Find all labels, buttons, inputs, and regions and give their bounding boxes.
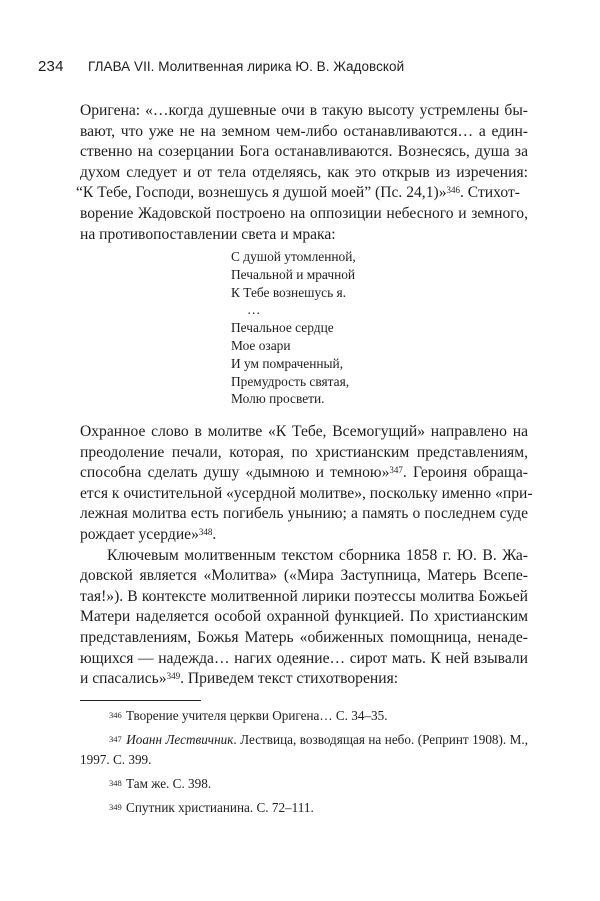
text-line: представлениям, Божья Матерь «обиженных помощница, ненаде- [80, 628, 528, 646]
footnote-text: . Лествица, возводящая на небо. (Репринт 1908). М., [233, 732, 528, 747]
text-line: ственно на созерцании Бога останавливаются. Вознесясь, душа за [80, 143, 528, 161]
text-line [80, 669, 528, 690]
footnote-347 [80, 730, 528, 750]
text-line: ющихся — надежда… нагих одеяние… сирот мать. К ней взывали [80, 649, 528, 667]
footnote-text: Творение учителя церкви Оригена… С. 34–35. [126, 708, 388, 723]
poem-line: К Тебе вознешусь я. [231, 284, 347, 300]
poem-line: Премудрость святая, [231, 373, 350, 389]
footnote-text: Спутник христианина. С. 72–111. [126, 800, 314, 815]
footnote-separator [80, 700, 201, 701]
footnote-number: 348 [109, 778, 122, 788]
poem-line: Печальное сердце [231, 320, 334, 336]
poem-excerpt [231, 248, 356, 408]
text-segment: способна сделать душу «дымною и темною» [80, 464, 390, 482]
poem-line: И ум помраченный, [231, 355, 344, 371]
page-number: 234 [38, 58, 64, 75]
footnote-ref-349[interactable]: 349 [166, 671, 181, 682]
text-segment: рождает усердие» [80, 525, 199, 543]
footnote-text: Там же. С. 398. [126, 776, 212, 791]
text-segment: . Приведем текст стихотворения: [180, 670, 399, 688]
paragraph-block [80, 422, 533, 690]
text-line: лежная молитва есть погибель унынию; а память о последнем суде [80, 505, 528, 523]
footnote-349 [80, 798, 528, 818]
text-line: Охранное слово в молитве «К Тебе, Всемогущий» направлено на [80, 423, 528, 440]
text-line: вают, что уже не на земном чем-либо останавливаются… а един- [80, 122, 528, 140]
poem-line: Мое озари [231, 337, 291, 353]
text-segment: . Стихот- [460, 184, 520, 202]
text-segment: и спасались» [80, 670, 167, 688]
text-line: тая!»). В контексте молитвенной лирики поэтессы молитва Божьей [80, 587, 528, 605]
text-line: Матери наделяется особой охранной функцией. По христианским [80, 608, 528, 626]
running-head: ГЛАВА VII. Молитвенная лирика Ю. В. Жадовской [88, 59, 405, 74]
text-line: на противопоставлении света и мрака: [80, 225, 336, 243]
footnote-ref-348[interactable]: 348 [198, 526, 213, 537]
text-line: духом следует и от тела отделяясь, как это открыв из изречения: [80, 163, 528, 181]
poem-line: Печальной и мрачной [231, 266, 356, 282]
footnote-number: 346 [109, 710, 122, 720]
text-line: преодоление печали, которая, по христианским представлениям, [80, 443, 528, 461]
text-segment: . Героиня обраща- [402, 464, 528, 482]
footnote-ref-347[interactable]: 347 [389, 465, 403, 476]
text-line [80, 463, 528, 484]
text-line: ется к очистительной «усердной молитве», поскольку именно «при- [80, 484, 533, 502]
text-segment: . [212, 525, 217, 543]
text-line: Ключевым молитвенным текстом сборника 1858 г. Ю. В. Жа- [107, 546, 528, 564]
text-line: ворение Жадовской построено на оппозиции небесного и земного, [80, 204, 528, 222]
poem-line: С душой утомленной, [231, 249, 356, 264]
footnote-number: 347 [109, 734, 122, 744]
text-line: Оригена: «…когда душевные очи в такую высоту устремлены бы- [80, 102, 528, 119]
footnote-347-continued: 1997. С. 399. [80, 752, 152, 767]
footnote-author: Иоанн Лествичник [126, 732, 234, 747]
footnote-348 [80, 774, 528, 794]
paragraph-origen-quote [76, 101, 528, 245]
footnote-number: 349 [109, 802, 122, 812]
poem-ellipsis: … [247, 302, 261, 318]
footnotes [80, 706, 528, 818]
text-line: довской является «Молитва» («Мира Заступница, Матерь Всепе- [80, 567, 528, 585]
text-line [80, 525, 528, 546]
footnote-ref-346[interactable]: 346 [446, 185, 460, 196]
poem-line: Молю просвети. [231, 391, 325, 407]
text-line [76, 183, 528, 204]
footnote-346 [80, 706, 528, 726]
text-segment: “К Тебе, Господи, вознешусь я душой моей” (Пс. 24,1)» [76, 184, 447, 202]
